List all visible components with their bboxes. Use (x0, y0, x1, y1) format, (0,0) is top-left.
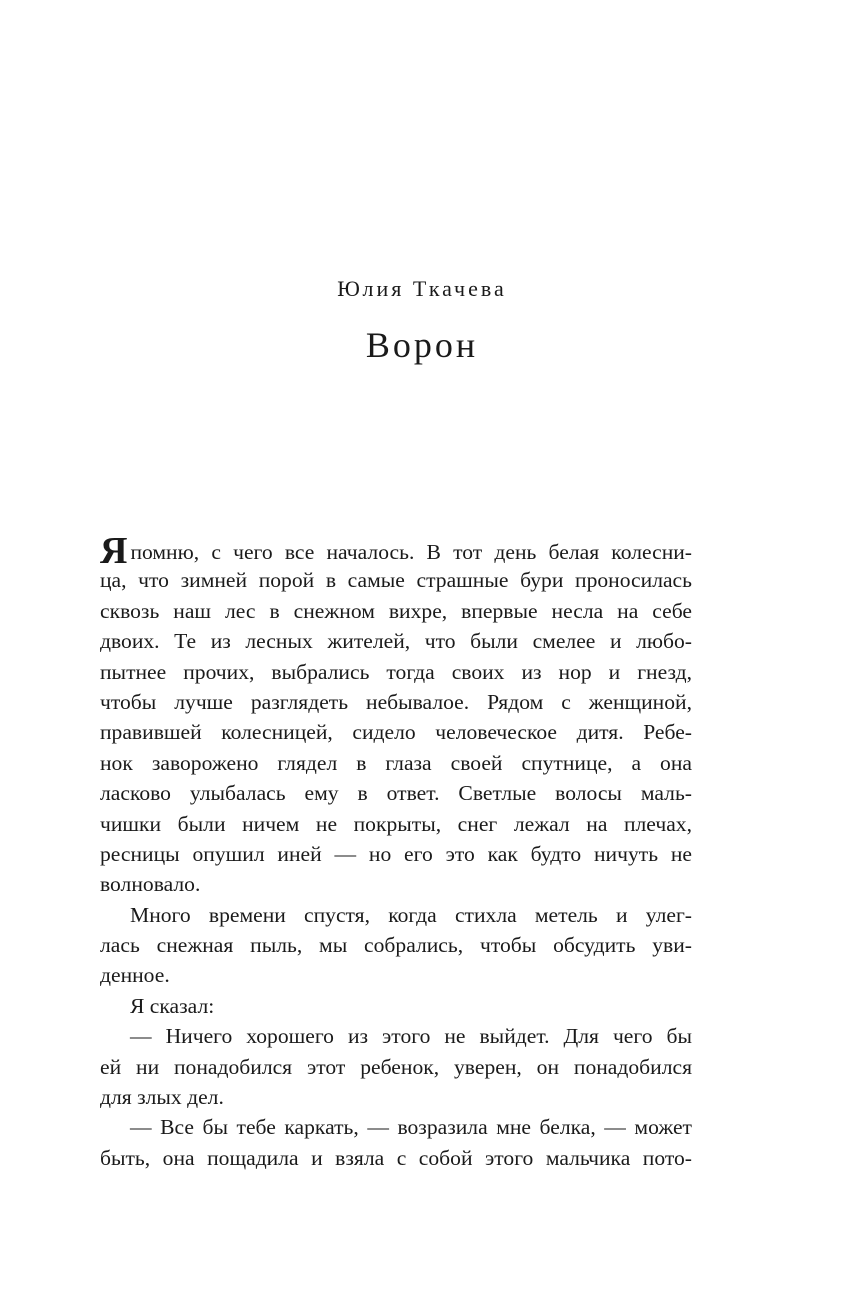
text-line: быть, она пощадила и взяла с собой этого мальчика пото- (100, 1145, 692, 1170)
text-line: Я сказал: (130, 993, 215, 1018)
text-line: правившей колесницей, сидело человеческое дитя. Ребе- (100, 720, 692, 745)
text-line: — Ничего хорошего из этого не выйдет. Для чего бы (130, 1024, 692, 1049)
text-line: для злых дел. (100, 1085, 224, 1110)
text-line: сквозь наш лес в снежном вихре, впервые несла на себе (100, 598, 692, 623)
text-line: денное. (100, 963, 170, 988)
text-line: чишки были ничем не покрыты, снег лежал на плечах, (100, 811, 692, 836)
text-line: ресницы опушил иней — но его это как будто ничуть не (100, 841, 692, 866)
text-line: ца, что зимней порой в самые страшные бури проносилась (100, 568, 692, 593)
text-line: чтобы лучше разглядеть небывалое. Рядом с женщиной, (100, 689, 692, 714)
text-line-content: помню, с чего все началось. В тот день белая колесни- (130, 540, 692, 564)
text-line: ей ни понадобился этот ребенок, уверен, он понадобился (100, 1054, 692, 1079)
text-line: волновало. (100, 872, 201, 897)
text-line: двоих. Те из лесных жителей, что были смелее и любо- (100, 629, 692, 654)
chapter-title: Ворон (365, 325, 479, 365)
text-line (100, 530, 692, 572)
text-line: — Все бы тебе каркать, — возразила мне белка, — может (130, 1115, 692, 1140)
author-name: Юлия Ткачева (337, 276, 507, 301)
drop-cap: Я (100, 530, 128, 572)
text-line: ласково улыбалась ему в ответ. Светлые волосы маль- (100, 781, 692, 806)
text-line: пытнее прочих, выбрались тогда своих из нор и гнезд, (100, 659, 692, 684)
text-line: лась снежная пыль, мы собрались, чтобы обсудить уви- (100, 933, 692, 958)
body-text (100, 530, 692, 1173)
text-line: Много времени спустя, когда стихла метель и улег- (130, 902, 692, 927)
text-line: нок заворожено глядел в глаза своей спутнице, а она (100, 750, 692, 775)
